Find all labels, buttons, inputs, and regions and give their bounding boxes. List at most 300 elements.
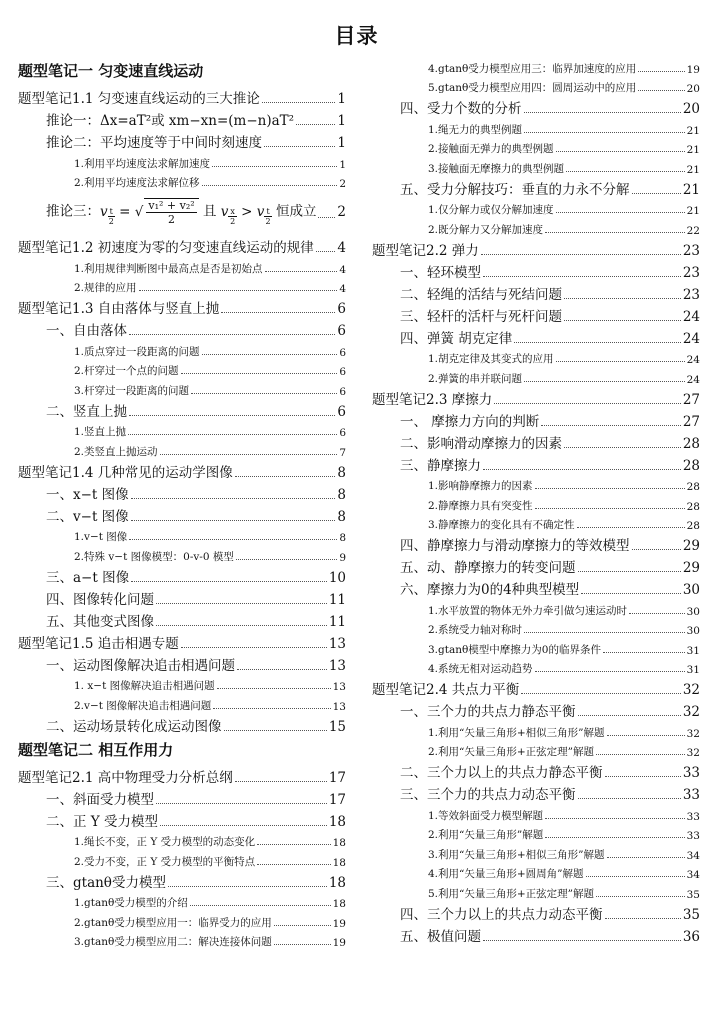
toc-entry-label: 题型笔记一 匀变速直线运动 <box>18 62 204 80</box>
page-number: 34 <box>686 869 700 881</box>
toc-entry-part <box>18 735 346 764</box>
dot-leader <box>556 151 685 152</box>
page-number: 28 <box>682 457 700 474</box>
toc-entry-item <box>372 881 700 901</box>
toc-entry-section <box>18 107 346 129</box>
page-number: 10 <box>328 569 346 586</box>
toc-entry-section <box>18 398 346 420</box>
toc-entry-label: 2.静摩擦力具有突变性 <box>428 499 533 512</box>
toc-entry-label: 二、v−t 图像 <box>46 508 129 525</box>
toc-entry-item <box>18 171 346 191</box>
dot-leader <box>237 669 327 670</box>
toc-entry-item <box>18 420 346 440</box>
toc-entry-section <box>372 281 700 303</box>
toc-entry-label: 3.接触面无摩擦力的典型例题 <box>428 162 565 175</box>
dot-leader <box>545 232 685 233</box>
dot-leader <box>581 593 681 594</box>
toc-entry-item <box>18 439 346 459</box>
toc-entry-label: 三、轻杆的活杆与死杆问题 <box>400 308 562 325</box>
page-number: 6 <box>337 301 346 317</box>
toc-entry-label: 题型笔记二 相互作用力 <box>18 740 174 759</box>
toc-entry-label: 1.胡克定律及其变式的应用 <box>428 353 554 365</box>
toc-entry-chapter <box>18 234 346 256</box>
toc-entry-item <box>372 637 700 657</box>
page-number: 1 <box>337 135 346 151</box>
dot-leader <box>274 944 331 945</box>
toc-entry-item <box>372 803 700 823</box>
toc-entry-label: 题型笔记1.2 初速度为零的匀变速直线运动的规律 <box>18 240 314 256</box>
dot-leader <box>535 508 685 509</box>
toc-entry-section <box>372 923 700 945</box>
toc-entry-section <box>18 317 346 339</box>
page-number: 4 <box>337 240 346 256</box>
page-number: 6 <box>339 427 346 439</box>
toc-entry-section <box>372 452 700 474</box>
toc-entry-chapter <box>18 764 346 786</box>
toc-entry-chapter <box>18 630 346 652</box>
dot-leader <box>481 254 681 255</box>
dot-leader <box>265 271 338 272</box>
page-number: 6 <box>339 346 346 359</box>
page-number: 15 <box>328 718 346 735</box>
dot-leader <box>514 342 681 343</box>
toc-entry-label: 4.利用“矢量三角形+圆周角”解题 <box>428 868 584 880</box>
dot-leader <box>213 708 330 709</box>
toc-entry-label: 2.类竖直上抛运动 <box>74 445 158 458</box>
dot-leader <box>556 212 685 213</box>
page-number: 21 <box>686 124 700 137</box>
page-number: 7 <box>339 446 346 459</box>
toc-entry-item <box>372 513 700 533</box>
dot-leader <box>556 361 685 362</box>
dot-leader <box>596 754 685 755</box>
page-number: 8 <box>337 464 346 481</box>
page-number: 18 <box>332 898 346 910</box>
dot-leader <box>632 193 681 194</box>
toc-entry-label: 二、三个力以上的共点力静态平衡 <box>400 765 603 781</box>
toc-entry-section <box>372 576 700 598</box>
toc-entry-item <box>18 276 346 296</box>
toc-entry-label: 二、竖直上抛 <box>46 403 127 420</box>
toc-entry-item <box>18 151 346 171</box>
page-number: 21 <box>686 205 700 217</box>
toc-entry-item <box>372 117 700 137</box>
dot-leader <box>607 857 685 858</box>
toc-entry-item <box>372 823 700 843</box>
dot-leader <box>296 124 335 125</box>
dot-leader <box>524 132 685 133</box>
dot-leader <box>160 825 327 826</box>
toc-entry-label: 四、弹簧 胡克定律 <box>400 330 513 347</box>
page-number: 33 <box>686 810 700 823</box>
toc-entry-label: 1.利用规律判断图中最高点是否是初始点 <box>74 262 263 275</box>
dot-leader <box>638 90 684 91</box>
dot-leader <box>131 498 336 499</box>
page-number: 28 <box>682 435 700 452</box>
dot-leader <box>603 652 685 653</box>
toc-entry-section <box>372 532 700 554</box>
toc-entry-item <box>372 474 700 494</box>
dot-leader <box>235 476 336 477</box>
dot-leader <box>316 251 336 252</box>
page-number: 18 <box>332 856 346 869</box>
toc-entry-section <box>372 698 700 720</box>
dot-leader <box>191 393 337 394</box>
dot-leader <box>318 217 335 218</box>
toc-entry-item <box>372 137 700 157</box>
toc-entry-label: 3.静摩擦力的变化具有不确定性 <box>428 519 575 531</box>
toc-entry-section <box>372 95 700 117</box>
toc-entry-section <box>372 408 700 430</box>
dot-leader <box>524 381 685 382</box>
toc-entry-label: 题型笔记2.1 高中物理受力分析总纲 <box>18 769 233 786</box>
toc-entry-chapter <box>372 386 700 408</box>
dot-leader <box>564 447 681 448</box>
toc-entry-section <box>18 503 346 525</box>
dot-leader <box>131 581 327 582</box>
toc-entry-label: 六、摩擦力为0的4种典型模型 <box>400 582 580 598</box>
toc-entry-label: 4.gtanθ受力模型应用三：临界加速度的应用 <box>428 62 637 75</box>
dot-leader <box>605 776 681 777</box>
toc-entry-label: 一、自由落体 <box>46 323 127 339</box>
toc-entry-item <box>372 862 700 882</box>
page-number: 9 <box>339 551 346 564</box>
page-number: 28 <box>686 520 700 532</box>
page-number: 33 <box>682 787 700 803</box>
toc-entry-label: 2.弹簧的串并联问题 <box>428 372 523 385</box>
toc-entry-item <box>18 849 346 869</box>
dot-leader <box>483 469 681 470</box>
page-number: 33 <box>686 830 700 842</box>
page-number: 13 <box>332 700 346 713</box>
toc-entry-section <box>18 481 346 503</box>
page-number: 31 <box>686 664 700 676</box>
toc-entry-label: 二、正 Y 受力模型 <box>46 813 158 830</box>
toc-entry-label: 2.v−t 图像解决追击相遇问题 <box>74 699 212 712</box>
toc-entry-label: 1.等效斜面受力模型解题 <box>428 809 544 822</box>
toc-entry-item <box>18 891 346 911</box>
page-number: 24 <box>682 330 700 347</box>
toc-entry-section <box>372 430 700 452</box>
dot-leader <box>129 539 337 540</box>
toc-entry-section <box>18 190 346 234</box>
toc-entry-part <box>18 56 346 85</box>
formula-math: v $_{\frac{t}{2}}$ = √ $\frac{\text{v₁² + v₂²}}{2}$ <box>100 204 203 220</box>
toc-entry-label: 三、gtanθ受力模型 <box>46 874 166 891</box>
toc-entry-label: 题型笔记1.3 自由落体与竖直上抛 <box>18 301 220 317</box>
toc-entry-item <box>18 339 346 359</box>
page-number: 4 <box>339 283 346 295</box>
dot-leader <box>586 876 685 877</box>
dot-leader <box>139 290 338 291</box>
toc-entry-label: 题型笔记1.5 追击相遇专题 <box>18 635 179 652</box>
dot-leader <box>128 434 337 435</box>
page-number: 8 <box>339 532 346 544</box>
dot-leader <box>257 844 331 845</box>
page-number: 13 <box>328 635 346 652</box>
dot-leader <box>264 146 335 147</box>
toc-entry-label: 一、运动图像解决追击相遇问题 <box>46 657 235 674</box>
page-number: 19 <box>332 937 346 949</box>
toc-entry-label: 一、轻环模型 <box>400 264 481 281</box>
dot-leader <box>156 803 327 804</box>
toc-entry-label: 题型笔记2.3 摩擦力 <box>372 391 493 408</box>
page-number: 17 <box>328 791 346 808</box>
toc-entry-section <box>372 554 700 576</box>
toc-entry-item <box>372 347 700 367</box>
toc-entry-chapter <box>18 459 346 481</box>
toc-entry-label: 3.杆穿过一段距离的问题 <box>74 384 190 397</box>
page-number: 11 <box>328 591 346 608</box>
page-number: 6 <box>337 323 346 339</box>
page-number: 18 <box>328 813 346 830</box>
page-number: 18 <box>332 837 346 849</box>
page-number: 1 <box>337 91 346 107</box>
page-number: 23 <box>682 264 700 281</box>
toc-entry-label: 1.利用“矢量三角形+相似三角形”解题 <box>428 726 605 739</box>
dot-leader <box>156 603 327 604</box>
dot-leader <box>564 320 681 321</box>
page-number: 35 <box>686 888 700 901</box>
toc-entry-label: 三、a−t 图像 <box>46 569 130 586</box>
dot-leader <box>483 940 681 941</box>
toc-entry-label: 3.利用“矢量三角形+相似三角形”解题 <box>428 848 605 861</box>
toc-entry-label: 四、三个力以上的共点力动态平衡 <box>400 906 603 923</box>
toc-entry-label: 2.gtanθ受力模型应用一：临界受力的应用 <box>74 916 272 929</box>
toc-entry-item <box>18 693 346 713</box>
page-number: 1 <box>337 113 346 129</box>
page-number: 27 <box>682 391 700 408</box>
toc-entry-label: 1.绳无力的典型例题 <box>428 123 523 136</box>
dot-leader <box>257 864 331 865</box>
toc-entry-label: 5.gtanθ受力模型应用四：圆周运动中的应用 <box>428 82 637 94</box>
toc-entry-label: 2.既分解力又分解加速度 <box>428 223 544 236</box>
dot-leader <box>168 886 327 887</box>
toc-entry-section <box>372 303 700 325</box>
toc-entry-label: 1. x−t 图像解决追击相遇问题 <box>74 680 215 692</box>
toc-entry-section <box>18 713 346 735</box>
toc-entry-label: 5.利用“矢量三角形+正弦定理”解题 <box>428 887 595 900</box>
page-number: 20 <box>682 101 700 117</box>
dot-leader <box>129 415 335 416</box>
dot-leader <box>629 613 685 614</box>
page-number: 27 <box>682 413 700 430</box>
dot-leader <box>524 112 681 113</box>
toc-entry-label: 2.利用平均速度法求解位移 <box>74 177 200 189</box>
dot-leader <box>607 735 685 736</box>
page-number: 22 <box>686 224 700 237</box>
dot-leader <box>578 571 681 572</box>
page-number: 29 <box>682 560 700 576</box>
page-number: 32 <box>682 704 700 720</box>
toc-entry-label <box>46 198 316 226</box>
dot-leader <box>483 276 681 277</box>
toc-entry-label: 四、受力个数的分析 <box>400 101 522 117</box>
dot-leader <box>236 559 337 560</box>
dot-leader <box>545 818 685 819</box>
formula-inequality: v $_{\frac{x}{2}}$ > v $_{\frac{t}{2}}$ <box>220 203 271 226</box>
page-number: 13 <box>332 681 346 693</box>
toc-entry-label: 一、x−t 图像 <box>46 486 129 503</box>
page-number: 24 <box>686 373 700 386</box>
formula-prefix: 推论三： <box>46 203 100 220</box>
dot-leader <box>535 488 685 489</box>
page-number: 35 <box>682 906 700 923</box>
toc-entry-section <box>18 869 346 891</box>
toc-entry-section <box>18 564 346 586</box>
dot-leader <box>262 102 336 103</box>
toc-entry-section <box>372 259 700 281</box>
page-number: 19 <box>332 917 346 930</box>
toc-entry-label: 1.利用平均速度法求解加速度 <box>74 157 211 170</box>
toc-entry-item <box>18 525 346 545</box>
page-number: 2 <box>337 204 346 220</box>
toc-entry-item <box>18 256 346 276</box>
toc-entry-label: 2.利用“矢量三角形+正弦定理”解题 <box>428 746 595 758</box>
toc-entry-item <box>372 740 700 760</box>
toc-entry-section <box>372 176 700 198</box>
toc-entry-label: 2.接触面无弹力的典型例题 <box>428 143 554 155</box>
toc-entry-label: 3.gtanθ模型中摩擦力为0的临界条件 <box>428 643 601 656</box>
toc-entry-label: 题型笔记1.4 几种常见的运动学图像 <box>18 464 233 481</box>
page-number: 18 <box>328 874 346 891</box>
toc-entry-label: 2.杆穿过一个点的问题 <box>74 365 179 377</box>
page-number: 17 <box>328 769 346 786</box>
toc-column-right <box>372 56 700 945</box>
page-number: 30 <box>682 582 700 598</box>
toc-entry-label: 二、影响滑动摩擦力的因素 <box>400 435 562 452</box>
toc-entry-section <box>372 325 700 347</box>
toc-entry-label: 2.系统受力轴对称时 <box>428 624 523 636</box>
toc-entry-chapter <box>372 676 700 698</box>
page-number: 32 <box>682 682 700 698</box>
page-number: 32 <box>686 727 700 740</box>
dot-leader <box>181 373 338 374</box>
dot-leader <box>235 781 327 782</box>
toc-entry-item <box>372 366 700 386</box>
toc-entry-item <box>18 930 346 950</box>
toc-entry-label: 五、极值问题 <box>400 928 481 945</box>
toc-entry-item <box>372 76 700 96</box>
dot-leader <box>632 549 681 550</box>
dot-leader <box>129 334 335 335</box>
toc-entry-label: 2.特殊 v−t 图像模型：0-v-0 模型 <box>74 550 234 563</box>
page-number: 24 <box>686 354 700 366</box>
toc-entry-item <box>18 359 346 379</box>
dot-leader <box>545 837 684 838</box>
toc-entry-section <box>18 129 346 151</box>
toc-entry-chapter <box>372 237 700 259</box>
toc-entry-label: 2.规律的应用 <box>74 282 137 294</box>
toc-entry-item <box>372 657 700 677</box>
toc-entry-item <box>372 156 700 176</box>
toc-entry-section <box>372 781 700 803</box>
toc-entry-section <box>18 586 346 608</box>
dot-leader <box>566 171 685 172</box>
toc-entry-item <box>372 618 700 638</box>
toc-entry-label: 五、其他变式图像 <box>46 613 154 630</box>
page-number: 28 <box>686 500 700 513</box>
toc-entry-item <box>18 378 346 398</box>
toc-entry-label: 1.gtanθ受力模型的介绍 <box>74 897 188 909</box>
page-number: 6 <box>339 366 346 378</box>
toc-entry-label: 1.水平放置的物体无外力牵引做匀速运动时 <box>428 604 628 617</box>
dot-leader <box>605 918 681 919</box>
toc-entry-label: 一、斜面受力模型 <box>46 791 154 808</box>
page-number: 33 <box>682 765 700 781</box>
toc-entry-label: 1.绳长不变，正 Y 受力模型的动态变化 <box>74 836 256 848</box>
dot-leader <box>541 425 681 426</box>
page-number: 24 <box>682 308 700 325</box>
toc-entry-chapter <box>18 85 346 107</box>
page-number: 23 <box>682 242 700 259</box>
toc-entry-label: 二、运动场景转化成运动图像 <box>46 718 222 735</box>
toc-entry-item <box>372 842 700 862</box>
toc-entry-item <box>372 598 700 618</box>
page-number: 20 <box>686 83 700 95</box>
page-number: 21 <box>682 181 700 198</box>
dot-leader <box>274 925 331 926</box>
toc-entry-section <box>372 759 700 781</box>
dot-leader <box>596 896 685 897</box>
toc-entry-label: 推论一：Δx=aT²或 xm−xn=(m−n)aT² <box>46 113 295 129</box>
toc-entry-label: 四、静摩擦力与滑动摩擦力的等效模型 <box>400 538 630 554</box>
toc-entry-section <box>18 608 346 630</box>
dot-leader <box>535 671 685 672</box>
formula-suffix: 恒成立 <box>275 203 317 220</box>
toc-entry-item <box>18 544 346 564</box>
toc-entry-section <box>18 808 346 830</box>
toc-entry-label: 1.竖直上抛 <box>74 426 127 438</box>
toc-entry-item <box>18 830 346 850</box>
page-number: 6 <box>339 385 346 398</box>
dot-leader <box>217 688 331 689</box>
page-number: 21 <box>686 144 700 156</box>
dot-leader <box>224 730 327 731</box>
dot-leader <box>160 454 338 455</box>
toc-entry-label: 题型笔记1.1 匀变速直线运动的三大推论 <box>18 91 260 107</box>
dot-leader <box>221 312 335 313</box>
toc-entry-label: 1.v−t 图像 <box>74 531 128 543</box>
toc-entry-label: 1.质点穿过一段距离的问题 <box>74 345 200 358</box>
dot-leader <box>524 632 685 633</box>
toc-entry-label: 2.利用“矢量三角形”解题 <box>428 829 544 841</box>
page-number: 28 <box>686 481 700 493</box>
toc-entry-label: 2.受力不变，正 Y 受力模型的平衡特点 <box>74 855 256 868</box>
page-number: 13 <box>328 657 346 674</box>
dot-leader <box>577 527 685 528</box>
toc-entry-label: 3.gtanθ受力模型应用二：解决连接体问题 <box>74 936 272 948</box>
toc-entry-label: 推论二：平均速度等于中间时刻速度 <box>46 135 262 151</box>
toc-entry-label: 三、三个力的共点力动态平衡 <box>400 787 576 803</box>
page-number: 8 <box>337 486 346 503</box>
formula-and: 且 <box>202 203 217 220</box>
toc-entry-item <box>372 493 700 513</box>
toc-entry-label: 1.仅分解力或仅分解加速度 <box>428 204 554 216</box>
toc-entry-item <box>372 217 700 237</box>
page-number: 19 <box>686 63 700 76</box>
toc-entry-item <box>18 674 346 694</box>
dot-leader <box>494 403 681 404</box>
toc-entry-item <box>372 56 700 76</box>
toc-entry-label: 二、轻绳的活结与死结问题 <box>400 286 562 303</box>
toc-entry-label: 五、受力分解技巧：垂直的力永不分解 <box>400 181 630 198</box>
page-number: 1 <box>339 158 346 171</box>
toc-entry-chapter <box>18 295 346 317</box>
toc-entry-item <box>372 720 700 740</box>
page-number: 30 <box>686 605 700 618</box>
page-number: 32 <box>686 747 700 759</box>
